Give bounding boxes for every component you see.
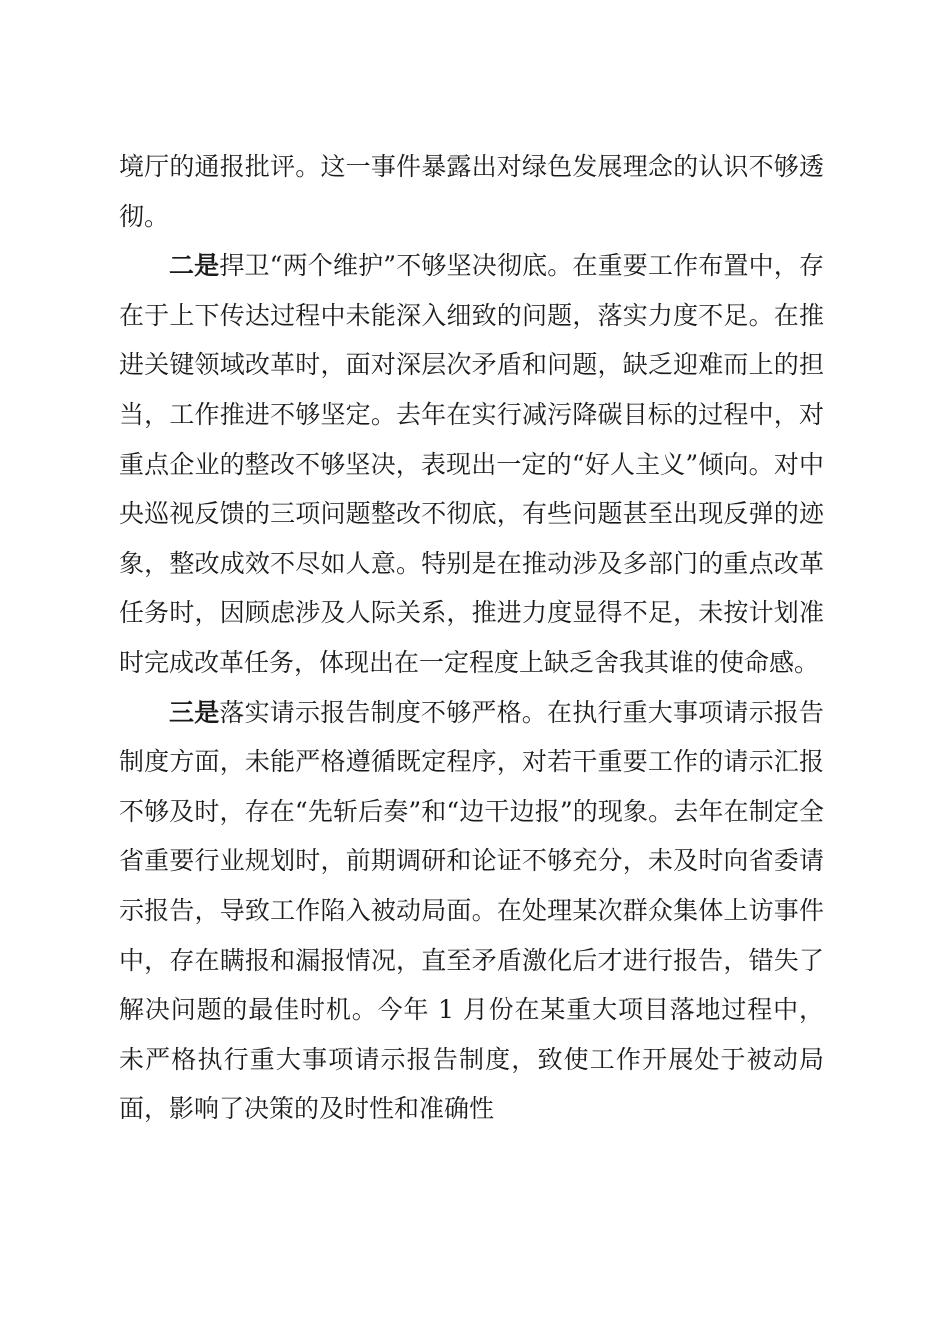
- paragraph-point-three: [119, 688, 824, 1134]
- document-body: [119, 142, 824, 1134]
- paragraph-lead: 三是: [169, 697, 220, 727]
- paragraph-text: 捍卫“两个维护”不够坚决彻底。在重要工作布置中，存在于上下传达过程中未能深入细致的问题，落实力度不足。在推进关键领域改革时，面对深层次矛盾和问题，缺乏迎难而上的担当，工作推进不够坚定。去年在实行减污降碳目标的过程中，对重点企业的整改不够坚决，表现出一定的“好人主义”倾向。对中央巡视反馈的三项问题整改不彻底，有些问题甚至出现反弹的迹象，整改成效不尽如人意。特别是在推动涉及多部门的重点改革任务时，因顾虑涉及人际关系，推进力度显得不足，未按计划准时完成改革任务，体现出在一定程度上缺乏舍我其谁的使命感。: [119, 251, 824, 677]
- paragraph-text: 境厅的通报批评。这一事件暴露出对绿色发展理念的认识不够透彻。: [119, 152, 824, 231]
- paragraph-continuation: [119, 142, 824, 241]
- paragraph-lead: 二是: [169, 251, 220, 281]
- paragraph-text: 落实请示报告制度不够严格。在执行重大事项请示报告制度方面，未能严格遵循既定程序，对若干重要工作的请示汇报不够及时，存在“先斩后奏”和“边干边报”的现象。去年在制定全省重要行业规划时，前期调研和论证不够充分，未及时向省委请示报告，导致工作陷入被动局面。在处理某次群众集体上访事件中，存在瞒报和漏报情况，直至矛盾激化后才进行报告，错失了解决问题的最佳时机。今年 1 月份在某重大项目落地过程中，未严格执行重大事项请示报告制度，致使工作开展处于被动局面，影响了决策的及时性和准确性: [119, 697, 824, 1124]
- paragraph-point-two: [119, 241, 824, 687]
